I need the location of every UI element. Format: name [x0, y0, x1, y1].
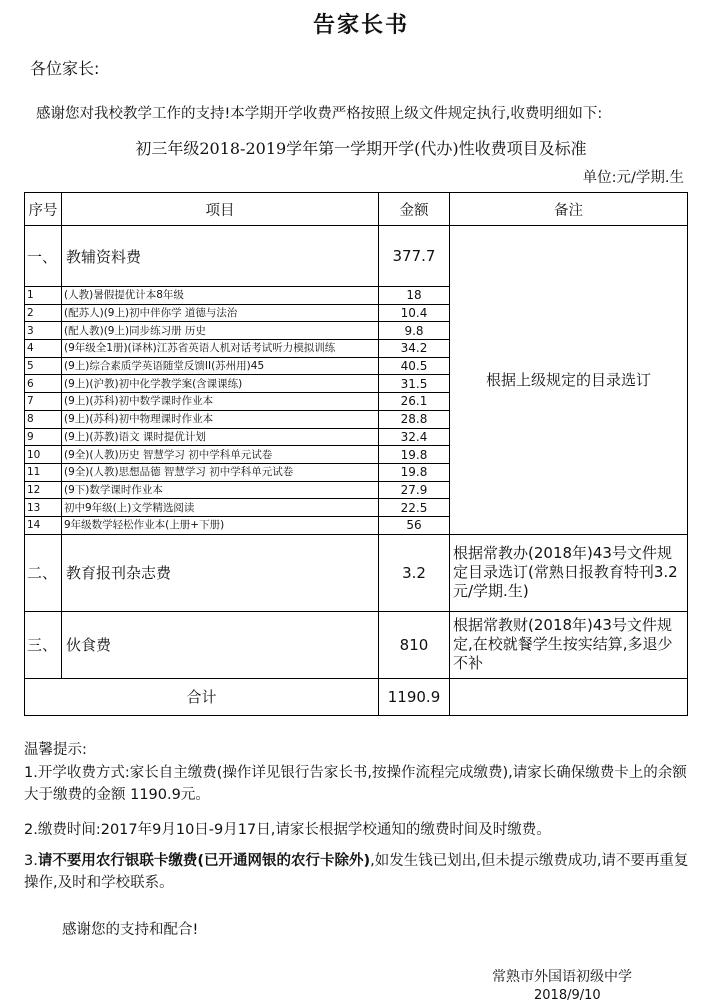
row-name: (9上)(苏教)语文 课时提优计划: [62, 428, 379, 446]
row-name: (9上)(苏科)初中物理课时作业本: [62, 410, 379, 428]
group-row-meals: [25, 611, 688, 678]
header-no: 序号: [25, 193, 62, 226]
group-note: 根据常教财(2018年)43号文件规定,在校就餐学生按实结算,多退少不补: [450, 611, 688, 678]
group-note: 根据常教办(2018年)43号文件规定目录选订(常熟日报教育特刊3.2元/学期.生): [450, 534, 688, 611]
table-header-row: [25, 193, 688, 226]
group-name: 教辅资料费: [62, 226, 379, 287]
row-amount: 34.2: [379, 340, 450, 358]
row-no: 6: [25, 375, 62, 393]
group-amount: 377.7: [379, 226, 450, 287]
row-name: (9下)数学课时作业本: [62, 481, 379, 499]
row-no: 7: [25, 393, 62, 411]
tip-payment-method: 1.开学收费方式:家长自主缴费(操作详见银行告家长书,按操作流程完成缴费),请家长确保缴费卡上的余额大于缴费的金额 1190.9元。: [24, 765, 687, 803]
group-note: 根据上级规定的目录选订: [450, 226, 688, 535]
page-title: 告家长书: [312, 12, 409, 38]
row-no: 14: [25, 516, 62, 534]
tip-warning-rest: ,如发生钱已划出,但未提示缴费成功,请不要再重复操作,及时和学校联系。: [24, 853, 689, 891]
row-amount: 28.8: [379, 410, 450, 428]
group-name: 教育报刊杂志费: [62, 534, 379, 611]
tips-heading: 温馨提示:: [24, 742, 87, 758]
total-note-empty: [450, 678, 688, 715]
tip-payment-time: 2.缴费时间:2017年9月10日-9月17日,请家长根据学校通知的缴费时间及时缴费。: [24, 822, 551, 838]
row-name: (9年级全1册)(译林)江苏省英语人机对话考试听力模拟训练: [62, 340, 379, 358]
row-no: 1: [25, 287, 62, 305]
group-amount: 810: [379, 611, 450, 678]
group-row-periodicals: [25, 534, 688, 611]
row-name: 初中9年级(上)文学精选阅读: [62, 499, 379, 517]
group-name: 伙食费: [62, 611, 379, 678]
row-no: 5: [25, 357, 62, 375]
row-no: 11: [25, 463, 62, 481]
row-no: 12: [25, 481, 62, 499]
row-name: (人教)暑假提优计本8年级: [62, 287, 379, 305]
row-no: 9: [25, 428, 62, 446]
row-amount: 32.4: [379, 428, 450, 446]
group-amount: 3.2: [379, 534, 450, 611]
group-no: 三、: [25, 611, 62, 678]
row-no: 13: [25, 499, 62, 517]
school-name: 常熟市外国语初级中学: [492, 969, 632, 985]
total-row: [25, 678, 688, 715]
letter-date: 2018/9/10: [534, 988, 601, 1003]
row-no: 2: [25, 304, 62, 322]
header-note: 备注: [450, 193, 688, 226]
tip-warning-bold: 请不要用农行银联卡缴费(已开通网银的农行卡除外): [37, 853, 371, 869]
row-name: (9上)(苏科)初中数学课时作业本: [62, 393, 379, 411]
row-name: (配苏人)(9上)初中伴你学 道德与法治: [62, 304, 379, 322]
row-amount: 40.5: [379, 357, 450, 375]
row-name: (9全)(人教)历史 智慧学习 初中学科单元试卷: [62, 446, 379, 464]
group-no: 一、: [25, 226, 62, 287]
row-no: 10: [25, 446, 62, 464]
row-amount: 31.5: [379, 375, 450, 393]
intro-text: 感谢您对我校教学工作的支持!本学期开学收费严格按照上级文件规定执行,收费明细如下:: [36, 106, 603, 122]
row-no: 3: [25, 322, 62, 340]
greeting: 各位家长:: [30, 59, 100, 78]
row-amount: 19.8: [379, 463, 450, 481]
row-name: 9年级数学轻松作业本(上册+下册): [62, 516, 379, 534]
row-amount: 18: [379, 287, 450, 305]
row-amount: 9.8: [379, 322, 450, 340]
row-no: 8: [25, 410, 62, 428]
thanks-text: 感谢您的支持和配合!: [62, 922, 199, 938]
tip-warning-prefix: 3.: [24, 853, 38, 869]
row-amount: 56: [379, 516, 450, 534]
tip-warning: [24, 850, 694, 894]
row-name: (配人教)(9上)同步练习册 历史: [62, 322, 379, 340]
row-amount: 27.9: [379, 481, 450, 499]
row-no: 4: [25, 340, 62, 358]
total-amount: 1190.9: [379, 678, 450, 715]
row-amount: 26.1: [379, 393, 450, 411]
row-name: (9上)(沪教)初中化学教学案(含课课练): [62, 375, 379, 393]
fee-table: [24, 192, 688, 716]
header-amount: 金额: [379, 193, 450, 226]
total-label: 合计: [25, 678, 379, 715]
row-amount: 22.5: [379, 499, 450, 517]
row-amount: 19.8: [379, 446, 450, 464]
unit-label: 单位:元/学期.生: [582, 170, 684, 186]
row-name: (9上)综合素质学英语随堂反馈II(苏州用)45: [62, 357, 379, 375]
group-no: 二、: [25, 534, 62, 611]
header-item: 项目: [62, 193, 379, 226]
table-subtitle: 初三年级2018-2019学年第一学期开学(代办)性收费项目及标准: [135, 139, 587, 158]
group-row-materials: [25, 226, 688, 287]
row-name: (9全)(人教)思想品德 智慧学习 初中学科单元试卷: [62, 463, 379, 481]
row-amount: 10.4: [379, 304, 450, 322]
